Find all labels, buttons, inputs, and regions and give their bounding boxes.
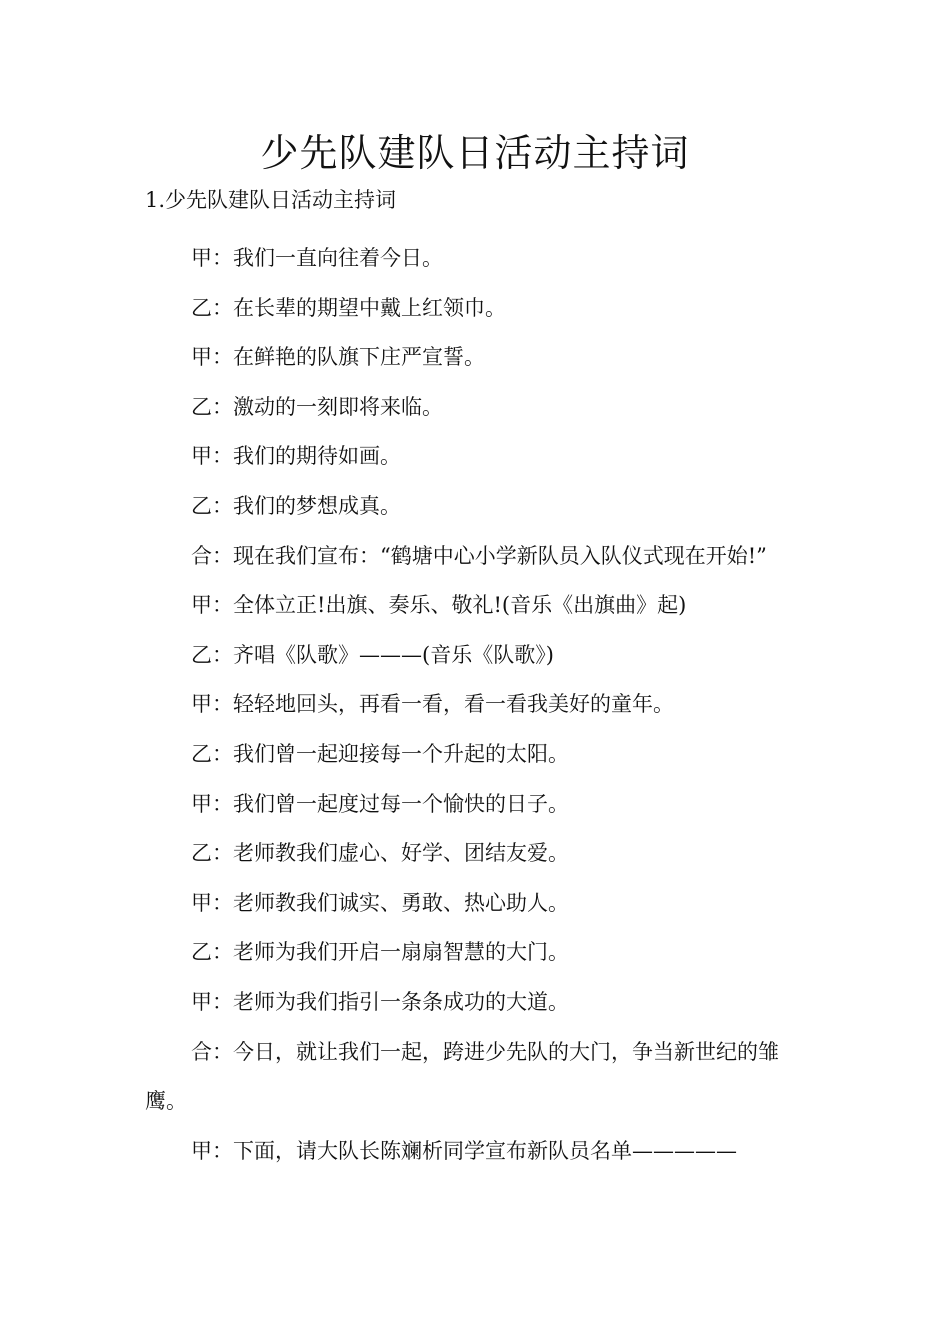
speaker-colon: ： xyxy=(212,890,233,915)
speaker-label: 合 xyxy=(191,1039,212,1064)
dialogue-text: 激动的一刻即将来临。 xyxy=(233,394,443,419)
dialogue-text: 老师为我们开启一扇扇智慧的大门。 xyxy=(233,940,569,965)
speaker-label: 乙 xyxy=(191,642,212,667)
speaker-label: 甲 xyxy=(191,989,212,1014)
speaker-label: 甲 xyxy=(191,345,212,370)
speaker-label: 甲 xyxy=(191,692,212,717)
speaker-colon: ： xyxy=(212,493,233,518)
speaker-label: 甲 xyxy=(191,890,212,915)
dialogue-line xyxy=(145,432,810,482)
speaker-colon: ： xyxy=(212,692,233,717)
speaker-label: 甲 xyxy=(191,246,212,270)
dialogue-line xyxy=(145,829,810,879)
dialogue-text: 齐唱《队歌》———(音乐《队歌》) xyxy=(233,642,554,667)
dialogue-body xyxy=(145,234,810,1176)
dialogue-line xyxy=(145,730,810,780)
dialogue-text: 我们曾一起度过每一个愉快的日子。 xyxy=(233,791,569,816)
dialogue-line xyxy=(145,1127,810,1177)
speaker-colon: ： xyxy=(212,543,233,568)
document-title: 少先队建队日活动主持词 xyxy=(260,131,690,175)
dialogue-line xyxy=(145,680,810,730)
dialogue-line xyxy=(145,581,810,631)
dialogue-line xyxy=(145,333,810,383)
speaker-colon: ： xyxy=(212,989,233,1014)
dialogue-line xyxy=(145,879,810,929)
dialogue-line xyxy=(145,383,810,433)
speaker-colon: ： xyxy=(212,295,233,320)
speaker-label: 乙 xyxy=(191,940,212,965)
speaker-label: 乙 xyxy=(191,394,212,419)
speaker-label: 乙 xyxy=(191,493,212,518)
speaker-label: 合 xyxy=(191,543,212,568)
dialogue-line xyxy=(145,928,810,978)
dialogue-text: 今日，就让我们一起，跨进少先队的大门，争当新世纪的雏鹰。 xyxy=(145,1039,779,1114)
dialogue-line xyxy=(145,284,810,334)
speaker-colon: ： xyxy=(212,246,233,270)
dialogue-text: 老师为我们指引一条条成功的大道。 xyxy=(233,989,569,1014)
dialogue-line xyxy=(145,532,810,582)
speaker-label: 甲 xyxy=(191,791,212,816)
speaker-label: 甲 xyxy=(191,593,212,618)
speaker-colon: ： xyxy=(212,1039,233,1064)
speaker-colon: ： xyxy=(212,1138,233,1163)
dialogue-text: 老师教我们诚实、勇敢、热心助人。 xyxy=(233,890,569,915)
dialogue-line xyxy=(145,482,810,532)
section-heading: 1.少先队建队日活动主持词 xyxy=(145,188,397,212)
dialogue-text: 我们的梦想成真。 xyxy=(233,493,401,518)
speaker-colon: ： xyxy=(212,841,233,866)
speaker-label: 甲 xyxy=(191,444,212,469)
dialogue-text: 轻轻地回头，再看一看，看一看我美好的童年。 xyxy=(233,692,674,717)
speaker-colon: ： xyxy=(212,791,233,816)
speaker-label: 乙 xyxy=(191,295,212,320)
speaker-label: 乙 xyxy=(191,841,212,866)
dialogue-line xyxy=(145,234,810,284)
dialogue-text: 老师教我们虚心、好学、团结友爱。 xyxy=(233,841,569,866)
speaker-label: 甲 xyxy=(191,1138,212,1163)
dialogue-line xyxy=(145,631,810,681)
dialogue-text: 在鲜艳的队旗下庄严宣誓。 xyxy=(233,345,485,370)
speaker-label: 乙 xyxy=(191,741,212,766)
dialogue-line xyxy=(145,780,810,830)
dialogue-text: 在长辈的期望中戴上红领巾。 xyxy=(233,295,506,320)
dialogue-text: 下面，请大队长陈斓析同学宣布新队员名单————— xyxy=(233,1138,737,1163)
speaker-colon: ： xyxy=(212,444,233,469)
speaker-colon: ： xyxy=(212,940,233,965)
dialogue-text: 全体立正!出旗、奏乐、敬礼!(音乐《出旗曲》起) xyxy=(233,593,687,618)
dialogue-text: 现在我们宣布：“鹤塘中心小学新队员入队仪式现在开始!” xyxy=(233,543,767,568)
speaker-colon: ： xyxy=(212,642,233,667)
dialogue-line xyxy=(145,978,810,1028)
dialogue-text: 我们的期待如画。 xyxy=(233,444,401,469)
dialogue-line xyxy=(145,1028,810,1127)
dialogue-text: 我们曾一起迎接每一个升起的太阳。 xyxy=(233,741,569,766)
speaker-colon: ： xyxy=(212,593,233,618)
speaker-colon: ： xyxy=(212,741,233,766)
dialogue-text: 我们一直向往着今日。 xyxy=(233,246,443,270)
speaker-colon: ： xyxy=(212,394,233,419)
speaker-colon: ： xyxy=(212,345,233,370)
